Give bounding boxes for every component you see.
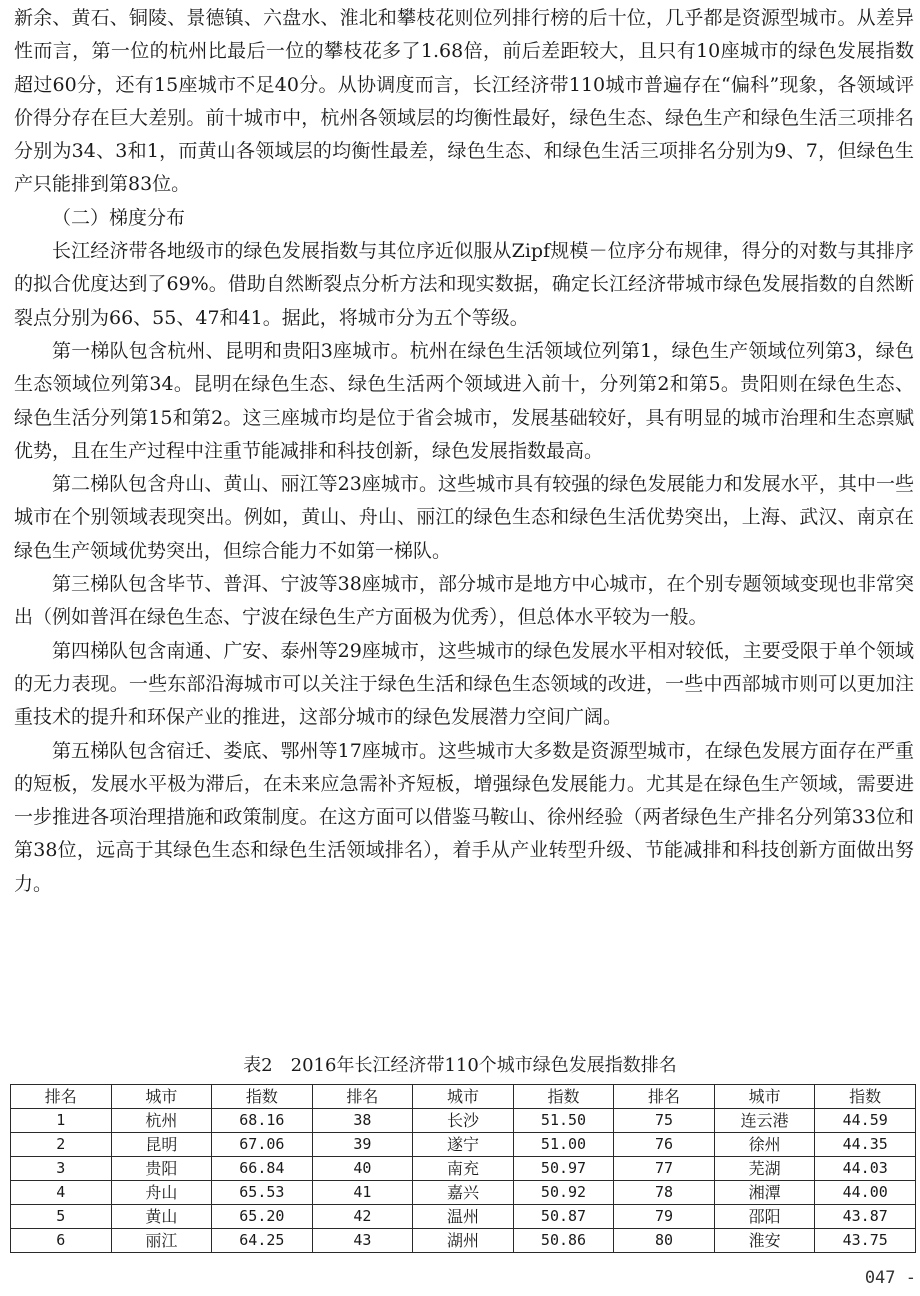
ranking-table — [10, 1084, 916, 1253]
city-cell: 舟山 — [111, 1181, 212, 1205]
header-city: 城市 — [111, 1085, 212, 1109]
table-row — [11, 1205, 916, 1229]
city-cell: 湘潭 — [714, 1181, 815, 1205]
rank-cell: 77 — [614, 1157, 715, 1181]
rank-cell: 79 — [614, 1205, 715, 1229]
city-cell: 连云港 — [714, 1109, 815, 1133]
table-caption: 表2 2016年长江经济带110个城市绿色发展指数排名 — [243, 1055, 677, 1076]
city-cell: 邵阳 — [714, 1205, 815, 1229]
table-header-row — [11, 1085, 916, 1109]
paragraph: 第二梯队包含舟山、黄山、丽江等23座城市。这些城市具有较强的绿色发展能力和发展水平，其中一些城市在个别领域表现突出。例如，黄山、舟山、丽江的绿色生态和绿色生活优势突出，上海、武汉、南京在绿色生产领域优势突出，但综合能力不如第一梯队。 — [14, 473, 914, 562]
index-cell: 44.59 — [815, 1109, 916, 1133]
header-city: 城市 — [413, 1085, 514, 1109]
table-row — [11, 1181, 916, 1205]
header-index: 指数 — [212, 1085, 313, 1109]
table-row — [11, 1157, 916, 1181]
index-cell: 51.00 — [513, 1133, 614, 1157]
index-cell: 65.53 — [212, 1181, 313, 1205]
index-cell: 44.00 — [815, 1181, 916, 1205]
index-cell: 65.20 — [212, 1205, 313, 1229]
index-cell: 68.16 — [212, 1109, 313, 1133]
rank-cell: 1 — [11, 1109, 112, 1133]
body-text — [14, 2, 914, 901]
index-cell: 64.25 — [212, 1229, 313, 1253]
header-rank: 排名 — [614, 1085, 715, 1109]
rank-cell: 41 — [312, 1181, 413, 1205]
paragraph: 第三梯队包含毕节、普洱、宁波等38座城市，部分城市是地方中心城市，在个别专题领域变现也非常突出（例如普洱在绿色生态、宁波在绿色生产方面极为优秀），但总体水平较为一般。 — [14, 573, 914, 629]
page-number: 047 - — [864, 1268, 916, 1288]
city-cell: 黄山 — [111, 1205, 212, 1229]
index-cell: 50.87 — [513, 1205, 614, 1229]
rank-cell: 38 — [312, 1109, 413, 1133]
index-cell: 43.75 — [815, 1229, 916, 1253]
header-rank: 排名 — [312, 1085, 413, 1109]
rank-cell: 42 — [312, 1205, 413, 1229]
city-cell: 长沙 — [413, 1109, 514, 1133]
rank-cell: 6 — [11, 1229, 112, 1253]
index-cell: 44.35 — [815, 1133, 916, 1157]
header-index: 指数 — [513, 1085, 614, 1109]
table-row — [11, 1133, 916, 1157]
city-cell: 湖州 — [413, 1229, 514, 1253]
header-city: 城市 — [714, 1085, 815, 1109]
header-rank: 排名 — [11, 1085, 112, 1109]
city-cell: 遂宁 — [413, 1133, 514, 1157]
rank-cell: 5 — [11, 1205, 112, 1229]
index-cell: 43.87 — [815, 1205, 916, 1229]
paragraph: 第五梯队包含宿迁、娄底、鄂州等17座城市。这些城市大多数是资源型城市，在绿色发展方面存在严重的短板，发展水平极为滞后，在未来应急需补齐短板，增强绿色发展能力。尤其是在绿色生产领域，需要进一步推进各项治理措施和政策制度。在这方面可以借鉴马鞍山、徐州经验（两者绿色生产排名分列第33位和第38位，远高于其绿色生态和绿色生活领域排名），着手从产业转型升级、节能减排和科技创新方面做出努力。 — [14, 739, 914, 895]
paragraph: 第一梯队包含杭州、昆明和贵阳3座城市。杭州在绿色生活领域位列第1，绿色生产领域位列第3，绿色生态领域位列第34。昆明在绿色生态、绿色生活两个领域进入前十，分列第2和第5。贵阳则在绿色生态、绿色生活分列第15和第2。这三座城市均是位于省会城市，发展基础较好，具有明显的城市治理和生态禀赋优势，且在生产过程中注重节能减排和科技创新，绿色发展指数最高。 — [14, 339, 914, 462]
rank-cell: 3 — [11, 1157, 112, 1181]
city-cell: 温州 — [413, 1205, 514, 1229]
city-cell: 贵阳 — [111, 1157, 212, 1181]
index-cell: 67.06 — [212, 1133, 313, 1157]
table-row — [11, 1229, 916, 1253]
table-row — [11, 1109, 916, 1133]
city-cell: 芜湖 — [714, 1157, 815, 1181]
rank-cell: 4 — [11, 1181, 112, 1205]
city-cell: 南充 — [413, 1157, 514, 1181]
rank-cell: 39 — [312, 1133, 413, 1157]
rank-cell: 78 — [614, 1181, 715, 1205]
paragraph: 新余、黄石、铜陵、景德镇、六盘水、淮北和攀枝花则位列排行榜的后十位，几乎都是资源型城市。从差异性而言，第一位的杭州比最后一位的攀枝花多了1.68倍，前后差距较大，且只有10座城市的绿色发展指数超过60分，还有15座城市不足40分。从协调度而言，长江经济带110城市普遍存在“偏科”现象，各领域评价得分存在巨大差别。前十城市中，杭州各领域层的均衡性最好，绿色生态、绿色生产和绿色生活三项排名分别为34、3和1，而黄山各领域层的均衡性最差，绿色生态、和绿色生活三项排名分别为9、7，但绿色生产只能排到第83位。 — [14, 7, 914, 196]
paragraph: 长江经济带各地级市的绿色发展指数与其位序近似服从Zipf规模－位序分布规律，得分的对数与其排序的拟合优度达到了69%。借助自然断裂点分析方法和现实数据，确定长江经济带城市绿色发展指数的自然断裂点分别为66、55、47和41。据此，将城市分为五个等级。 — [14, 240, 914, 329]
rank-cell: 80 — [614, 1229, 715, 1253]
index-cell: 50.97 — [513, 1157, 614, 1181]
city-cell: 徐州 — [714, 1133, 815, 1157]
city-cell: 丽江 — [111, 1229, 212, 1253]
rank-cell: 75 — [614, 1109, 715, 1133]
rank-cell: 43 — [312, 1229, 413, 1253]
index-cell: 44.03 — [815, 1157, 916, 1181]
rank-cell: 2 — [11, 1133, 112, 1157]
index-cell: 66.84 — [212, 1157, 313, 1181]
city-cell: 嘉兴 — [413, 1181, 514, 1205]
rank-cell: 40 — [312, 1157, 413, 1181]
index-cell: 50.92 — [513, 1181, 614, 1205]
city-cell: 昆明 — [111, 1133, 212, 1157]
header-index: 指数 — [815, 1085, 916, 1109]
rank-cell: 76 — [614, 1133, 715, 1157]
paragraph: 第四梯队包含南通、广安、泰州等29座城市，这些城市的绿色发展水平相对较低，主要受限于单个领域的无力表现。一些东部沿海城市可以关注于绿色生活和绿色生态领域的改进，一些中西部城市则可以更加注重技术的提升和环保产业的推进，这部分城市的绿色发展潜力空间广阔。 — [14, 639, 914, 729]
index-cell: 51.50 — [513, 1109, 614, 1133]
city-cell: 杭州 — [111, 1109, 212, 1133]
index-cell: 50.86 — [513, 1229, 614, 1253]
section-heading: （二）梯度分布 — [52, 206, 186, 229]
city-cell: 淮安 — [714, 1229, 815, 1253]
